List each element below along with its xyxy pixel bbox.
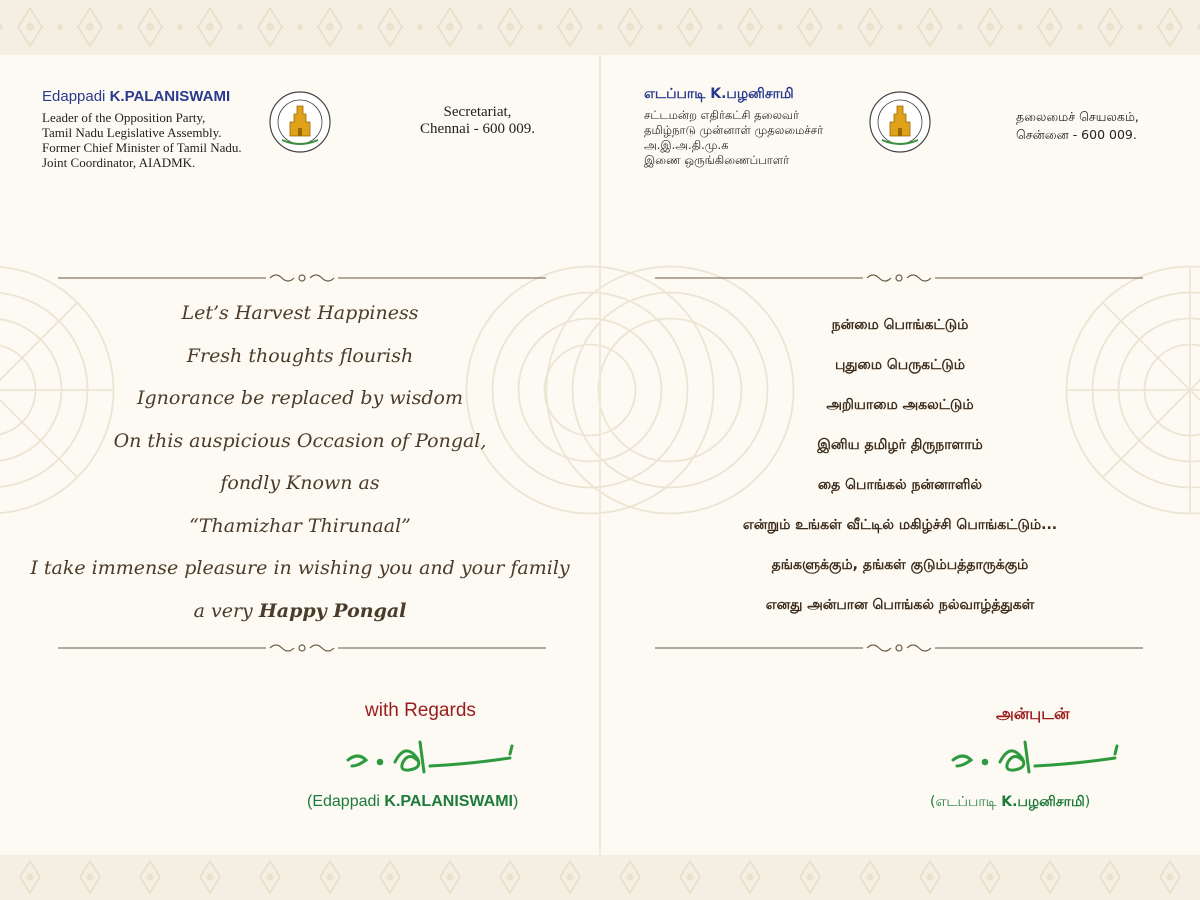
- message-line: fondly Known as: [220, 472, 380, 494]
- sender-title-line: இணை ஒருங்கிணைப்பாளர்: [644, 153, 790, 167]
- message-line: என்றும் உங்கள் வீட்டில் மகிழ்ச்சி பொங்கட்டும்...: [742, 517, 1058, 533]
- message-line: I take immense pleasure in wishing you and your family: [30, 557, 570, 579]
- message-line: On this auspicious Occasion of Pongal,: [113, 429, 487, 452]
- card-separator: [599, 55, 601, 855]
- message-line: எனது அன்பான பொங்கல் நல்வாழ்த்துகள்: [765, 597, 1035, 613]
- state-emblem-icon: [868, 90, 932, 154]
- message-line: தங்களுக்கும், தங்கள் குடும்பத்தாருக்கும்: [771, 557, 1029, 573]
- english-message: [20, 292, 580, 632]
- message-line: அறியாமை அகலட்டும்: [826, 397, 974, 413]
- top-pattern-band: [0, 0, 1200, 55]
- sender-name-tamil: எடப்பாடி K.பழனிசாமி: [644, 86, 794, 102]
- regards-text-tamil: அன்புடன்: [996, 704, 1070, 723]
- sender-address: [420, 104, 535, 138]
- sender-titles-tamil: [644, 108, 823, 168]
- address-line: சென்னை - 600 009.: [1016, 127, 1137, 142]
- sender-titles: [42, 110, 242, 170]
- signature-name-tamil: (எடப்பாடி K.பழனிசாமி): [930, 794, 1091, 810]
- sender-title-line: Leader of the Opposition Party,: [42, 110, 206, 125]
- address-line: தலைமைச் செயலகம்,: [1016, 109, 1139, 124]
- sender-name: Edappadi K.PALANISWAMI: [42, 88, 231, 105]
- address-line: Chennai - 600 009.: [420, 121, 535, 137]
- address-line: Secretariat,: [443, 104, 512, 120]
- ornament-divider-icon: [58, 640, 546, 654]
- regards-text: with Regards: [365, 700, 476, 721]
- sender-title-line: சட்டமன்ற எதிர்கட்சி தலைவர்: [644, 108, 800, 122]
- sender-address-tamil: [1016, 108, 1139, 144]
- ornament-divider-icon: [655, 270, 1143, 284]
- signature-icon: [340, 732, 520, 782]
- message-line: “Thamizhar Thirunaal”: [189, 514, 411, 537]
- message-line: நன்மை பொங்கட்டும்: [831, 317, 969, 333]
- sender-title-line: Former Chief Minister of Tamil Nadu.: [42, 140, 242, 155]
- state-emblem-icon: [268, 90, 332, 154]
- ornament-divider-icon: [655, 640, 1143, 654]
- message-line: Let’s Harvest Happiness: [181, 302, 419, 324]
- message-line: Fresh thoughts flourish: [186, 344, 414, 367]
- signature-icon: [945, 732, 1125, 782]
- sender-title-line: Tamil Nadu Legislative Assembly.: [42, 125, 222, 140]
- sender-title-line: Joint Coordinator, AIADMK.: [42, 155, 196, 170]
- message-line: Ignorance be replaced by wisdom: [137, 387, 463, 409]
- message-line: இனிய தமிழர் திருநாளாம்: [817, 437, 983, 453]
- tamil-message: [620, 305, 1180, 625]
- ornament-divider-icon: [58, 270, 546, 284]
- sender-title-line: அ.இ.அ.தி.மு.க: [644, 138, 729, 152]
- signature-name: (Edappadi K.PALANISWAMI): [307, 793, 519, 810]
- bottom-pattern-band: [0, 855, 1200, 900]
- message-line: புதுமை பெருகட்டும்: [834, 357, 966, 373]
- message-line: a very Happy Pongal: [193, 599, 407, 622]
- sender-title-line: தமிழ்நாடு முன்னாள் முதலமைச்சர்: [644, 123, 824, 137]
- message-line: தை பொங்கல் நன்னாளில்: [817, 477, 983, 493]
